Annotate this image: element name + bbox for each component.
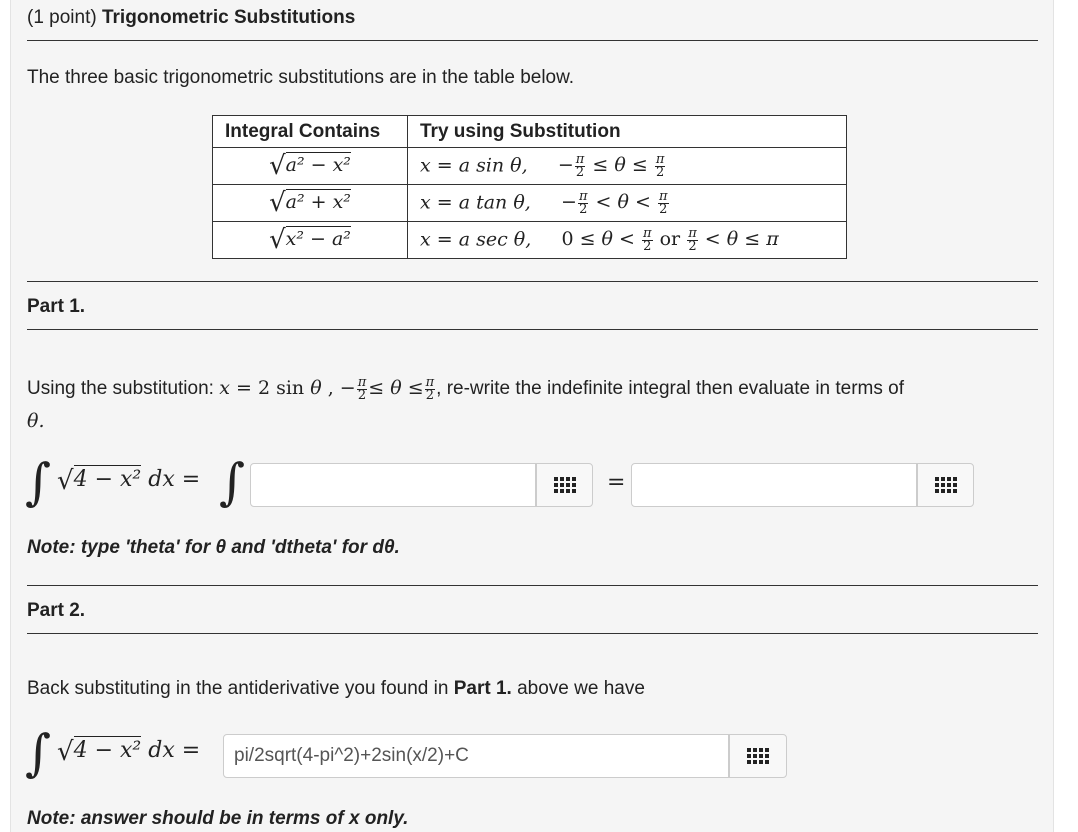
integrand-text: a² + x²	[285, 191, 351, 213]
substitution-cell	[408, 185, 847, 222]
grid-icon	[747, 748, 769, 764]
part1-label: Part 1.	[27, 296, 86, 317]
integrand-text: 4 − x²	[73, 738, 142, 763]
table-row	[213, 222, 847, 259]
table-row	[213, 185, 847, 222]
range-text: − $\frac{\pi}{2}$ ≤ θ ≤ $\frac{\pi}{2}$	[557, 151, 665, 180]
divider	[27, 40, 1038, 41]
instruction-text: above we have	[517, 678, 645, 699]
divider	[27, 329, 1038, 330]
substitution-cell	[408, 148, 847, 185]
integral-sign: ∫	[25, 724, 52, 782]
equals-sign: =	[607, 470, 626, 495]
instruction-text: , re-write the indefinite integral then evaluate in terms of	[436, 378, 905, 399]
equation-editor-button-3[interactable]	[729, 734, 787, 778]
integral-sign: ∫	[219, 453, 246, 511]
part2-note: Note: answer should be in terms of x only.	[27, 808, 409, 829]
problem-title: Trigonometric Substitutions	[101, 7, 356, 28]
sqrt-symbol: √	[269, 188, 286, 218]
grid-icon	[935, 477, 957, 493]
instruction-text: Back substituting in the antiderivative you found in	[27, 678, 449, 699]
range-text: 0 ≤ θ < $\frac{\pi}{2}$ or $\frac{\pi}{2}$ < θ ≤ π	[561, 225, 779, 254]
answer-input-2[interactable]	[631, 463, 917, 507]
part1-instructions	[27, 372, 1041, 438]
integrand-text: a² − x²	[285, 154, 351, 176]
sqrt-symbol: √	[57, 466, 74, 496]
answer-input-1[interactable]	[250, 463, 536, 507]
part1-integrand: √4 − x² dx =	[57, 466, 201, 496]
part2-label: Part 2.	[27, 600, 86, 621]
divider	[27, 281, 1038, 282]
integral-sign: ∫	[25, 453, 52, 511]
substitution-table	[212, 115, 847, 259]
intro-text: The three basic trigonometric substitutions are in the table below.	[27, 67, 575, 88]
part-reference: Part 1.	[453, 678, 512, 699]
points-label: (1 point)	[27, 7, 97, 28]
column-header: Integral Contains	[213, 116, 408, 148]
table-row	[213, 148, 847, 185]
part2-instructions	[27, 678, 645, 700]
part2-integrand: √4 − x² dx =	[57, 737, 201, 767]
instruction-text: Using the substitution:	[27, 378, 214, 399]
equation-editor-button-1[interactable]	[536, 463, 593, 507]
sqrt-symbol: √	[57, 737, 74, 767]
answer-input-part2[interactable]: pi/2sqrt(4-pi^2)+2sin(x/2)+C	[223, 734, 729, 778]
substitution-text: x = a sec θ,	[420, 228, 532, 250]
integrand-cell	[213, 148, 408, 185]
dx-text: dx	[148, 467, 175, 492]
substitution-cell	[408, 222, 847, 259]
problem-panel	[10, 0, 1054, 832]
theta-symbol: θ.	[27, 410, 45, 432]
sqrt-symbol: √	[269, 225, 286, 255]
grid-icon	[554, 477, 576, 493]
part1-note: Note: type 'theta' for θ and 'dtheta' for dθ.	[27, 537, 400, 558]
table-header-row	[213, 116, 847, 148]
equation-editor-button-2[interactable]	[917, 463, 974, 507]
integrand-cell	[213, 222, 408, 259]
column-header: Try using Substitution	[408, 116, 847, 148]
dx-text: dx	[148, 738, 175, 763]
substitution-formula: x = 2 sin θ , − $\frac{\pi}{2}$ ≤ θ ≤ $\frac{\pi}{2}$	[219, 374, 435, 403]
integrand-text: 4 − x²	[73, 467, 142, 492]
integrand-text: x² − a²	[285, 228, 351, 250]
problem-header	[27, 7, 355, 29]
sqrt-symbol: √	[269, 151, 286, 181]
range-text: − $\frac{\pi}{2}$ < θ < $\frac{\pi}{2}$	[561, 188, 668, 217]
divider	[27, 585, 1038, 586]
integrand-cell	[213, 185, 408, 222]
divider	[27, 633, 1038, 634]
substitution-text: x = a tan θ,	[420, 191, 531, 213]
substitution-text: x = a sin θ,	[420, 154, 528, 176]
